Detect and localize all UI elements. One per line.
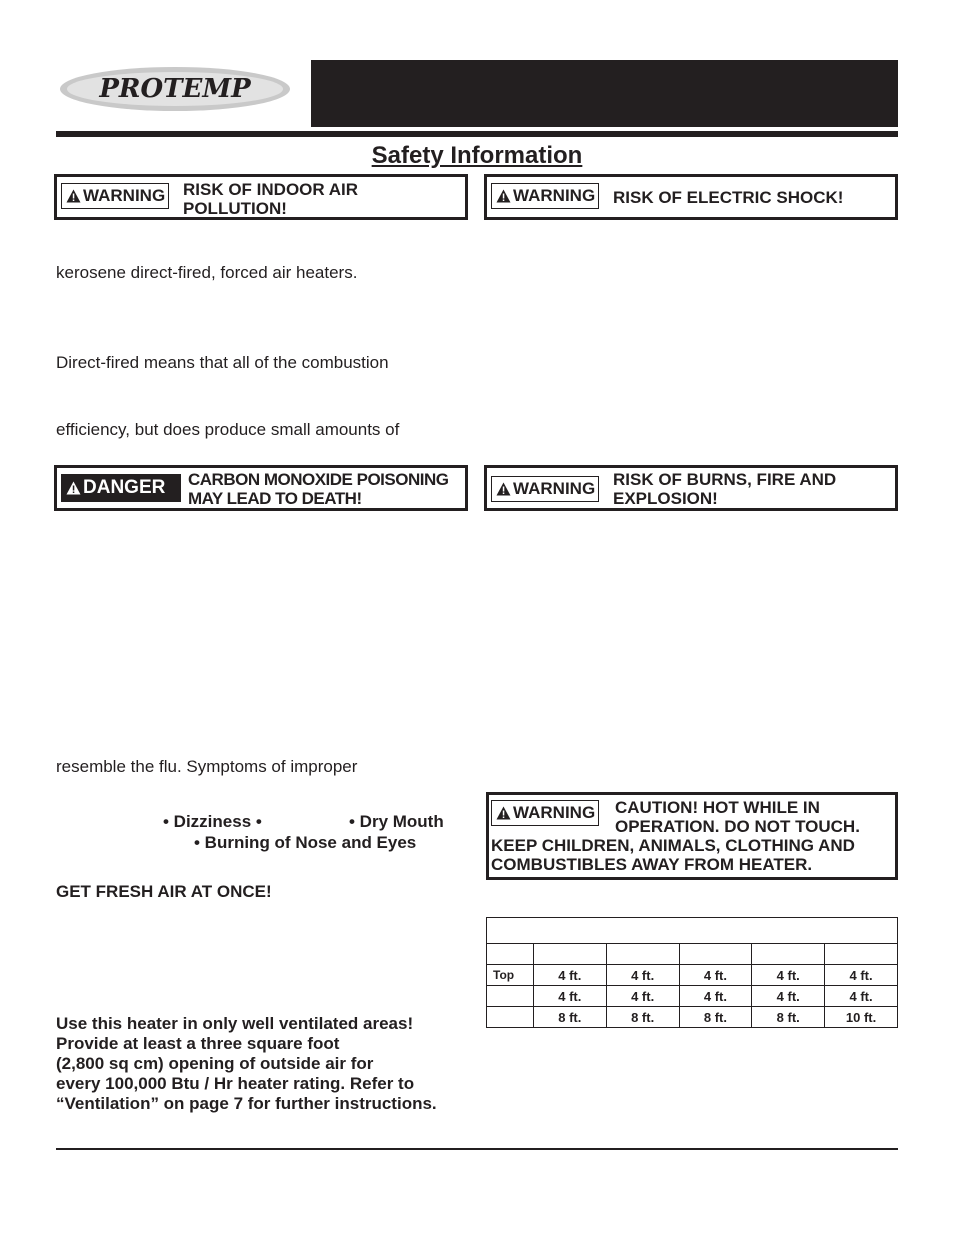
- body-text-heaters: kerosene direct-fired, forced air heaters.: [56, 263, 358, 282]
- warning-electric-shock-box: [484, 174, 898, 220]
- table-cell: 4 ft.: [825, 965, 898, 986]
- warning-tag-label: WARNING: [513, 479, 596, 498]
- table-cell: 8 ft.: [606, 1007, 679, 1028]
- danger-tag: [61, 474, 181, 502]
- symptom-dry-mouth: • Dry Mouth: [349, 812, 444, 831]
- warning-hot-text-top: CAUTION! HOT WHILE IN OPERATION. DO NOT TOUCH.: [615, 798, 860, 836]
- table-cell: 4 ft.: [679, 986, 752, 1007]
- table-cell: 10 ft.: [825, 1007, 898, 1028]
- warning-triangle-icon: [496, 482, 511, 496]
- table-cell: 4 ft.: [752, 965, 825, 986]
- table-cell: 8 ft.: [533, 1007, 606, 1028]
- page-title: Safety Information: [371, 142, 583, 169]
- warning-tag: [61, 183, 169, 209]
- table-title-row: [487, 918, 898, 944]
- danger-carbon-monoxide-box: [54, 465, 468, 511]
- warning-tag-label: WARNING: [513, 186, 596, 205]
- fresh-air-heading: GET FRESH AIR AT ONCE!: [56, 882, 272, 901]
- table-row: [487, 986, 898, 1007]
- body-text-direct-fired: Direct-fired means that all of the combustion: [56, 353, 389, 372]
- ventilation-paragraph: Use this heater in only well ventilated areas! Provide at least a three square foot (2,800 sq cm) opening of outside air for every 100,000 Btu / Hr heater rating. Refer to “Ventilation” on page 7 for further instructions.: [56, 1014, 437, 1113]
- table-cell: 4 ft.: [533, 965, 606, 986]
- body-text-efficiency: efficiency, but does produce small amounts of: [56, 420, 400, 439]
- symptom-burning-eyes: • Burning of Nose and Eyes: [194, 833, 417, 852]
- row-label: [487, 986, 534, 1007]
- table-cell: 4 ft.: [679, 965, 752, 986]
- row-label: [487, 1007, 534, 1028]
- warning-tag: [491, 800, 599, 826]
- warning-hot-box: [486, 792, 898, 880]
- warning-tag: [491, 476, 599, 502]
- footer-divider: [56, 1148, 898, 1150]
- body-text-flu: resemble the flu. Symptoms of improper: [56, 757, 358, 776]
- header-divider: [56, 131, 898, 137]
- warning-triangle-icon: [496, 189, 511, 203]
- warning-tag-label: WARNING: [513, 803, 596, 822]
- table-title-cell: [487, 918, 898, 944]
- warning-triangle-icon: [496, 806, 511, 820]
- danger-tag-label: DANGER: [83, 477, 166, 498]
- warning-electric-shock-text: RISK OF ELECTRIC SHOCK!: [613, 188, 844, 207]
- symptom-dizziness: • Dizziness •: [163, 812, 262, 831]
- logo-graphic: [57, 60, 297, 118]
- table-cell: 8 ft.: [752, 1007, 825, 1028]
- row-label: Top: [487, 965, 534, 986]
- table-cell: 8 ft.: [679, 1007, 752, 1028]
- warning-hot-text-bottom: KEEP CHILDREN, ANIMALS, CLOTHING AND COMBUSTIBLES AWAY FROM HEATER.: [491, 836, 855, 874]
- warning-tag-label: WARNING: [83, 186, 166, 205]
- warning-indoor-air-box: [54, 174, 468, 220]
- table-cell: 4 ft.: [752, 986, 825, 1007]
- warning-triangle-icon: [66, 481, 81, 495]
- table-header-row: [487, 944, 898, 965]
- warning-burns-fire-box: [484, 465, 898, 511]
- danger-carbon-monoxide-text: CARBON MONOXIDE POISONING MAY LEAD TO DEATH!: [188, 470, 449, 508]
- warning-indoor-air-text: RISK OF INDOOR AIR POLLUTION!: [183, 180, 359, 218]
- table-cell: 4 ft.: [825, 986, 898, 1007]
- table-row: [487, 965, 898, 986]
- warning-tag: [491, 183, 599, 209]
- clearance-table: [486, 917, 898, 1028]
- table-cell: 4 ft.: [533, 986, 606, 1007]
- warning-triangle-icon: [66, 189, 81, 203]
- table-row: [487, 1007, 898, 1028]
- table-cell: 4 ft.: [606, 986, 679, 1007]
- header-bar: [311, 60, 898, 127]
- logo-wordmark: PROTEMP: [99, 74, 251, 104]
- protemp-logo: [57, 60, 297, 118]
- table-cell: 4 ft.: [606, 965, 679, 986]
- warning-burns-fire-text: RISK OF BURNS, FIRE AND EXPLOSION!: [613, 470, 837, 508]
